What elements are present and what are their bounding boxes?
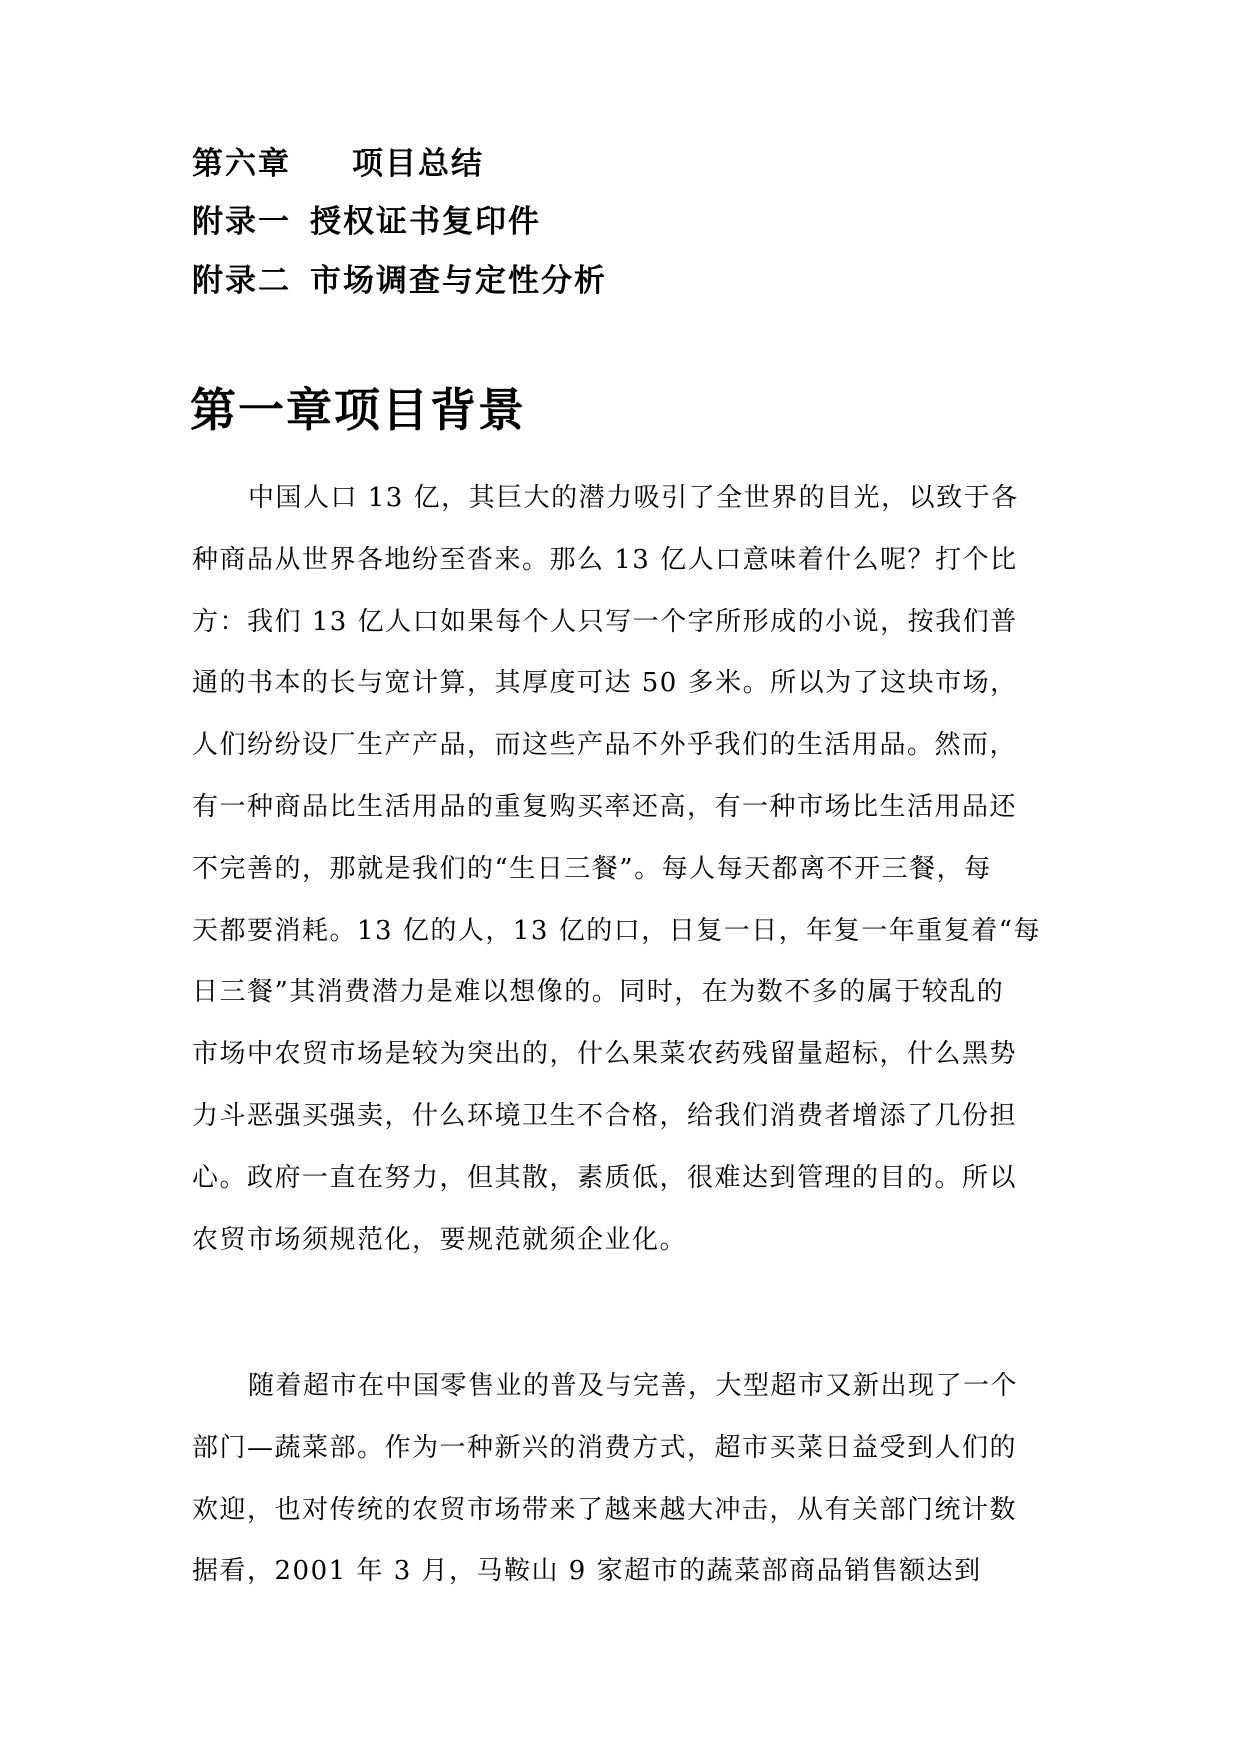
paragraph-line: 有一种商品比生活用品的重复购买率还高，有一种市场比生活用品还 [192, 791, 1018, 822]
paragraph-line: 市场中农贸市场是较为突出的，什么果菜农药残留量超标，什么黑势 [192, 1039, 1018, 1070]
paragraph-line: 种商品从世界各地纷至沓来。那么 13 亿人口意味着什么呢？打个比 [192, 544, 1018, 575]
paragraph-line: 部门—蔬菜部。作为一种新兴的消费方式，超市买菜日益受到人们的 [192, 1432, 1018, 1463]
paragraph-line: 不完善的，那就是我们的“生日三餐”。每人每天都离不开三餐，每 [192, 853, 992, 884]
toc-entry-chapter-6 [192, 144, 484, 184]
paragraph-line: 天都要消耗。13 亿的人，13 亿的口，日复一日，年复一年重复着“每 [192, 915, 1041, 946]
paragraph-line: 日三餐”其消费潜力是难以想像的。同时，在为数不多的属于较乱的 [192, 977, 1005, 1008]
paragraph-line: 农贸市场须规范化，要规范就须企业化。 [192, 1224, 688, 1255]
paragraph-line: 方：我们 13 亿人口如果每个人只写一个字所形成的小说，按我们普 [192, 606, 1018, 637]
paragraph-line: 人们纷纷设厂生产产品，而这些产品不外乎我们的生活用品。然而， [192, 730, 1018, 761]
toc-text: 授权证书复印件 [310, 204, 541, 240]
paragraph-line: 通的书本的长与宽计算，其厚度可达 50 多米。所以为了这块市场， [192, 668, 1018, 699]
chapter-heading: 第一章项目背景 [190, 383, 526, 437]
toc-entry-appendix-1 [192, 202, 541, 242]
paragraph-line: 随着超市在中国零售业的普及与完善，大型超市又新出现了一个 [248, 1371, 1019, 1401]
toc-label: 附录二 [192, 263, 291, 299]
paragraph-line: 据看，2001 年 3 月，马鞍山 9 家超市的蔬菜部商品销售额达到 [192, 1556, 982, 1587]
toc-entry-appendix-2 [192, 261, 607, 301]
toc-text: 项目总结 [352, 146, 484, 182]
paragraph-2 [192, 1356, 1062, 1603]
paragraph-line: 心。政府一直在努力，但其散，素质低，很难达到管理的目的。所以 [192, 1162, 1018, 1193]
paragraph-1 [192, 468, 1062, 1271]
paragraph-line: 力斗恶强买强卖，什么环境卫生不合格，给我们消费者增添了几份担 [192, 1100, 1018, 1131]
paragraph-line: 欢迎，也对传统的农贸市场带来了越来越大冲击，从有关部门统计数 [192, 1494, 1018, 1525]
toc-label: 第六章 [192, 146, 291, 182]
paragraph-line: 中国人口 13 亿，其巨大的潜力吸引了全世界的目光，以致于各 [248, 483, 1019, 513]
toc-text: 市场调查与定性分析 [310, 263, 607, 299]
toc-label: 附录一 [192, 204, 291, 240]
